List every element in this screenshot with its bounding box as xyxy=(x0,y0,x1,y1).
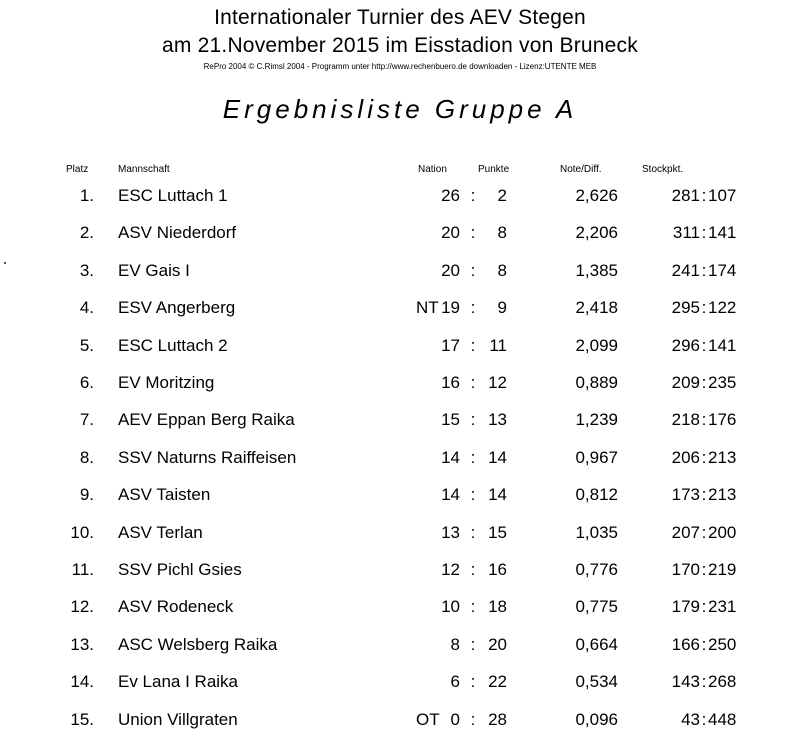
points-lost: 28 xyxy=(488,709,507,729)
stock-points-separator: : xyxy=(701,522,707,542)
quotient: 1,035 xyxy=(575,522,618,542)
stock-points-separator: : xyxy=(701,485,707,505)
stock-points-lost: 107 xyxy=(708,186,737,205)
points-won: 17 xyxy=(441,335,460,355)
points-separator: : xyxy=(470,560,476,579)
table-row xyxy=(0,261,800,298)
rank: 7. xyxy=(79,410,94,430)
stock-points-won: 218 xyxy=(671,410,700,430)
points-lost: 9 xyxy=(497,298,507,318)
points-won: 19 xyxy=(441,298,460,318)
table-row xyxy=(0,485,800,522)
stock-points-lost: 219 xyxy=(708,560,737,579)
quotient: 1,385 xyxy=(575,260,618,280)
points-lost: 13 xyxy=(488,410,507,430)
results-heading: Ergebnisliste Gruppe A xyxy=(222,94,578,124)
points-won: 12 xyxy=(441,560,460,579)
table-row xyxy=(0,523,800,560)
quotient: 0,889 xyxy=(575,373,618,392)
stock-points-lost: 141 xyxy=(708,223,737,243)
stock-points-won: 143 xyxy=(671,672,700,692)
stock-points-lost: 235 xyxy=(708,373,737,392)
quotient: 1,239 xyxy=(575,410,618,430)
rank: 1. xyxy=(79,186,94,205)
rank: 6. xyxy=(79,373,94,392)
points-separator: : xyxy=(470,260,476,280)
team-name: SSV Naturns Raiffeisen xyxy=(118,447,297,467)
points-separator: : xyxy=(470,672,476,692)
quotient: 0,812 xyxy=(575,485,618,505)
rank: 4. xyxy=(79,298,94,318)
rank: 14. xyxy=(70,672,94,692)
stock-points-separator: : xyxy=(701,447,707,467)
team-name: EV Gais I xyxy=(118,260,190,280)
stock-points-separator: : xyxy=(701,260,707,280)
stock-points-won: 241 xyxy=(671,260,700,280)
stock-points-won: 173 xyxy=(671,485,700,505)
team-name: ASC Welsberg Raika xyxy=(118,634,278,654)
team-name: ESC Luttach 2 xyxy=(118,335,228,355)
stock-points-separator: : xyxy=(701,560,707,579)
document-title: Internationaler Turnier des AEV Stegen xyxy=(214,6,586,29)
stock-points-separator: : xyxy=(701,335,707,355)
stock-points-lost: 200 xyxy=(708,522,737,542)
table-row xyxy=(0,448,800,485)
stock-points-won: 166 xyxy=(671,634,700,654)
rank: 5. xyxy=(79,335,94,355)
quotient: 0,776 xyxy=(575,560,618,579)
col-header-stockpkt: Stockpkt. xyxy=(642,164,684,175)
nation: NT xyxy=(416,298,439,318)
points-separator: : xyxy=(470,597,476,617)
table-row xyxy=(0,710,800,747)
team-name: Ev Lana I Raika xyxy=(118,672,239,692)
stock-points-lost: 174 xyxy=(708,260,737,280)
points-separator: : xyxy=(470,485,476,505)
rank: 10. xyxy=(70,522,94,542)
points-lost: 14 xyxy=(488,485,507,505)
team-name: ESC Luttach 1 xyxy=(118,186,228,205)
points-lost: 20 xyxy=(488,634,507,654)
stock-points-won: 295 xyxy=(671,298,700,318)
stock-points-won: 281 xyxy=(671,186,700,205)
team-name: SSV Pichl Gsies xyxy=(118,560,242,579)
col-header-punkte: Punkte xyxy=(478,164,510,175)
stock-points-lost: 141 xyxy=(708,335,737,355)
stock-points-separator: : xyxy=(701,186,707,205)
col-header-mannschaft: Mannschaft xyxy=(118,164,170,175)
stock-points-lost: 268 xyxy=(708,672,737,692)
quotient: 2,206 xyxy=(575,223,618,243)
stock-points-won: 311 xyxy=(672,223,700,243)
points-lost: 8 xyxy=(497,223,507,243)
points-lost: 2 xyxy=(497,186,507,205)
points-won: 16 xyxy=(441,373,460,392)
stock-points-separator: : xyxy=(701,373,707,392)
table-row xyxy=(0,672,800,709)
points-won: 20 xyxy=(441,260,460,280)
quotient: 0,967 xyxy=(575,447,618,467)
quotient: 0,534 xyxy=(575,672,618,692)
stock-points-separator: : xyxy=(701,634,707,654)
team-name: ASV Rodeneck xyxy=(118,597,234,617)
points-won: 10 xyxy=(441,597,460,617)
team-name: ESV Angerberg xyxy=(118,298,236,318)
points-won: 20 xyxy=(441,223,460,243)
points-separator: : xyxy=(470,709,476,729)
points-lost: 12 xyxy=(488,373,507,392)
points-separator: : xyxy=(470,373,476,392)
table-row xyxy=(0,223,800,260)
points-separator: : xyxy=(470,223,476,243)
stock-points-separator: : xyxy=(701,597,707,617)
stock-points-separator: : xyxy=(701,709,707,729)
stock-points-lost: 250 xyxy=(708,634,737,654)
stock-points-separator: : xyxy=(701,410,707,430)
points-separator: : xyxy=(470,335,476,355)
points-separator: : xyxy=(470,186,476,205)
col-header-nation: Nation xyxy=(418,164,447,175)
rank: 13. xyxy=(70,634,94,654)
points-separator: : xyxy=(470,447,476,467)
col-header-note: Note/Diff. xyxy=(560,164,602,175)
team-name: Union Villgraten xyxy=(118,709,238,729)
stock-points-separator: : xyxy=(701,298,707,318)
team-name: ASV Terlan xyxy=(118,522,203,542)
stock-points-won: 207 xyxy=(671,522,700,542)
stock-points-lost: 213 xyxy=(708,485,737,505)
points-separator: : xyxy=(470,522,476,542)
quotient: 2,418 xyxy=(575,298,618,318)
points-separator: : xyxy=(470,634,476,654)
points-separator: : xyxy=(470,298,476,318)
points-won: 0 xyxy=(450,709,460,729)
rank: 3. xyxy=(79,260,94,280)
stock-points-won: 209 xyxy=(671,373,700,392)
stock-points-lost: 231 xyxy=(708,597,737,617)
table-row xyxy=(0,373,800,410)
team-name: EV Moritzing xyxy=(118,373,215,392)
quotient: 2,099 xyxy=(575,335,618,355)
stock-points-won: 43 xyxy=(681,709,700,729)
table-row xyxy=(0,560,800,597)
table-row xyxy=(0,186,800,223)
points-lost: 8 xyxy=(497,260,507,280)
rank: 11. xyxy=(71,560,94,579)
points-lost: 18 xyxy=(488,597,507,617)
software-credit: RePro 2004 © C.Rimsl 2004 - Programm unter http://www.rechenbuero.de downloaden - Lizenz:UTENTE MEB xyxy=(203,62,597,71)
team-name: ASV Taisten xyxy=(118,485,211,505)
points-won: 26 xyxy=(441,186,460,205)
table-row xyxy=(0,298,800,335)
stock-points-won: 170 xyxy=(671,560,700,579)
quotient: 2,626 xyxy=(575,186,618,205)
points-separator: : xyxy=(470,410,476,430)
stock-points-lost: 122 xyxy=(708,298,737,318)
stock-points-won: 206 xyxy=(671,447,700,467)
rank: 8. xyxy=(79,447,94,467)
stock-points-separator: : xyxy=(701,672,707,692)
stock-points-separator: : xyxy=(701,223,707,243)
team-name: AEV Eppan Berg Raika xyxy=(118,410,295,430)
stock-points-won: 296 xyxy=(671,335,700,355)
rank: 2. xyxy=(79,223,94,243)
points-lost: 16 xyxy=(488,560,507,579)
rank: 15. xyxy=(70,709,94,729)
document-subtitle: am 21.November 2015 im Eisstadion von Bruneck xyxy=(162,34,638,57)
points-lost: 22 xyxy=(488,672,507,692)
table-row xyxy=(0,336,800,373)
points-lost: 14 xyxy=(488,447,507,467)
col-header-platz: Platz xyxy=(66,164,89,175)
quotient: 0,664 xyxy=(575,634,618,654)
points-won: 15 xyxy=(441,410,460,430)
table-row xyxy=(0,597,800,634)
stock-points-lost: 176 xyxy=(708,410,737,430)
points-won: 14 xyxy=(441,485,460,505)
quotient: 0,775 xyxy=(575,597,618,617)
team-name: ASV Niederdorf xyxy=(118,223,237,243)
rank: 12. xyxy=(70,597,94,617)
points-won: 6 xyxy=(450,672,460,692)
points-won: 13 xyxy=(441,522,460,542)
quotient: 0,096 xyxy=(575,709,618,729)
points-won: 8 xyxy=(450,634,460,654)
stock-points-won: 179 xyxy=(671,597,700,617)
table-row xyxy=(0,410,800,447)
stock-points-lost: 213 xyxy=(708,447,737,467)
stock-points-lost: 448 xyxy=(708,709,737,729)
points-won: 14 xyxy=(441,447,460,467)
rank: 9. xyxy=(79,485,94,505)
table-row xyxy=(0,635,800,672)
points-lost: 11 xyxy=(489,335,507,355)
points-lost: 15 xyxy=(488,522,507,542)
nation: OT xyxy=(416,709,440,729)
